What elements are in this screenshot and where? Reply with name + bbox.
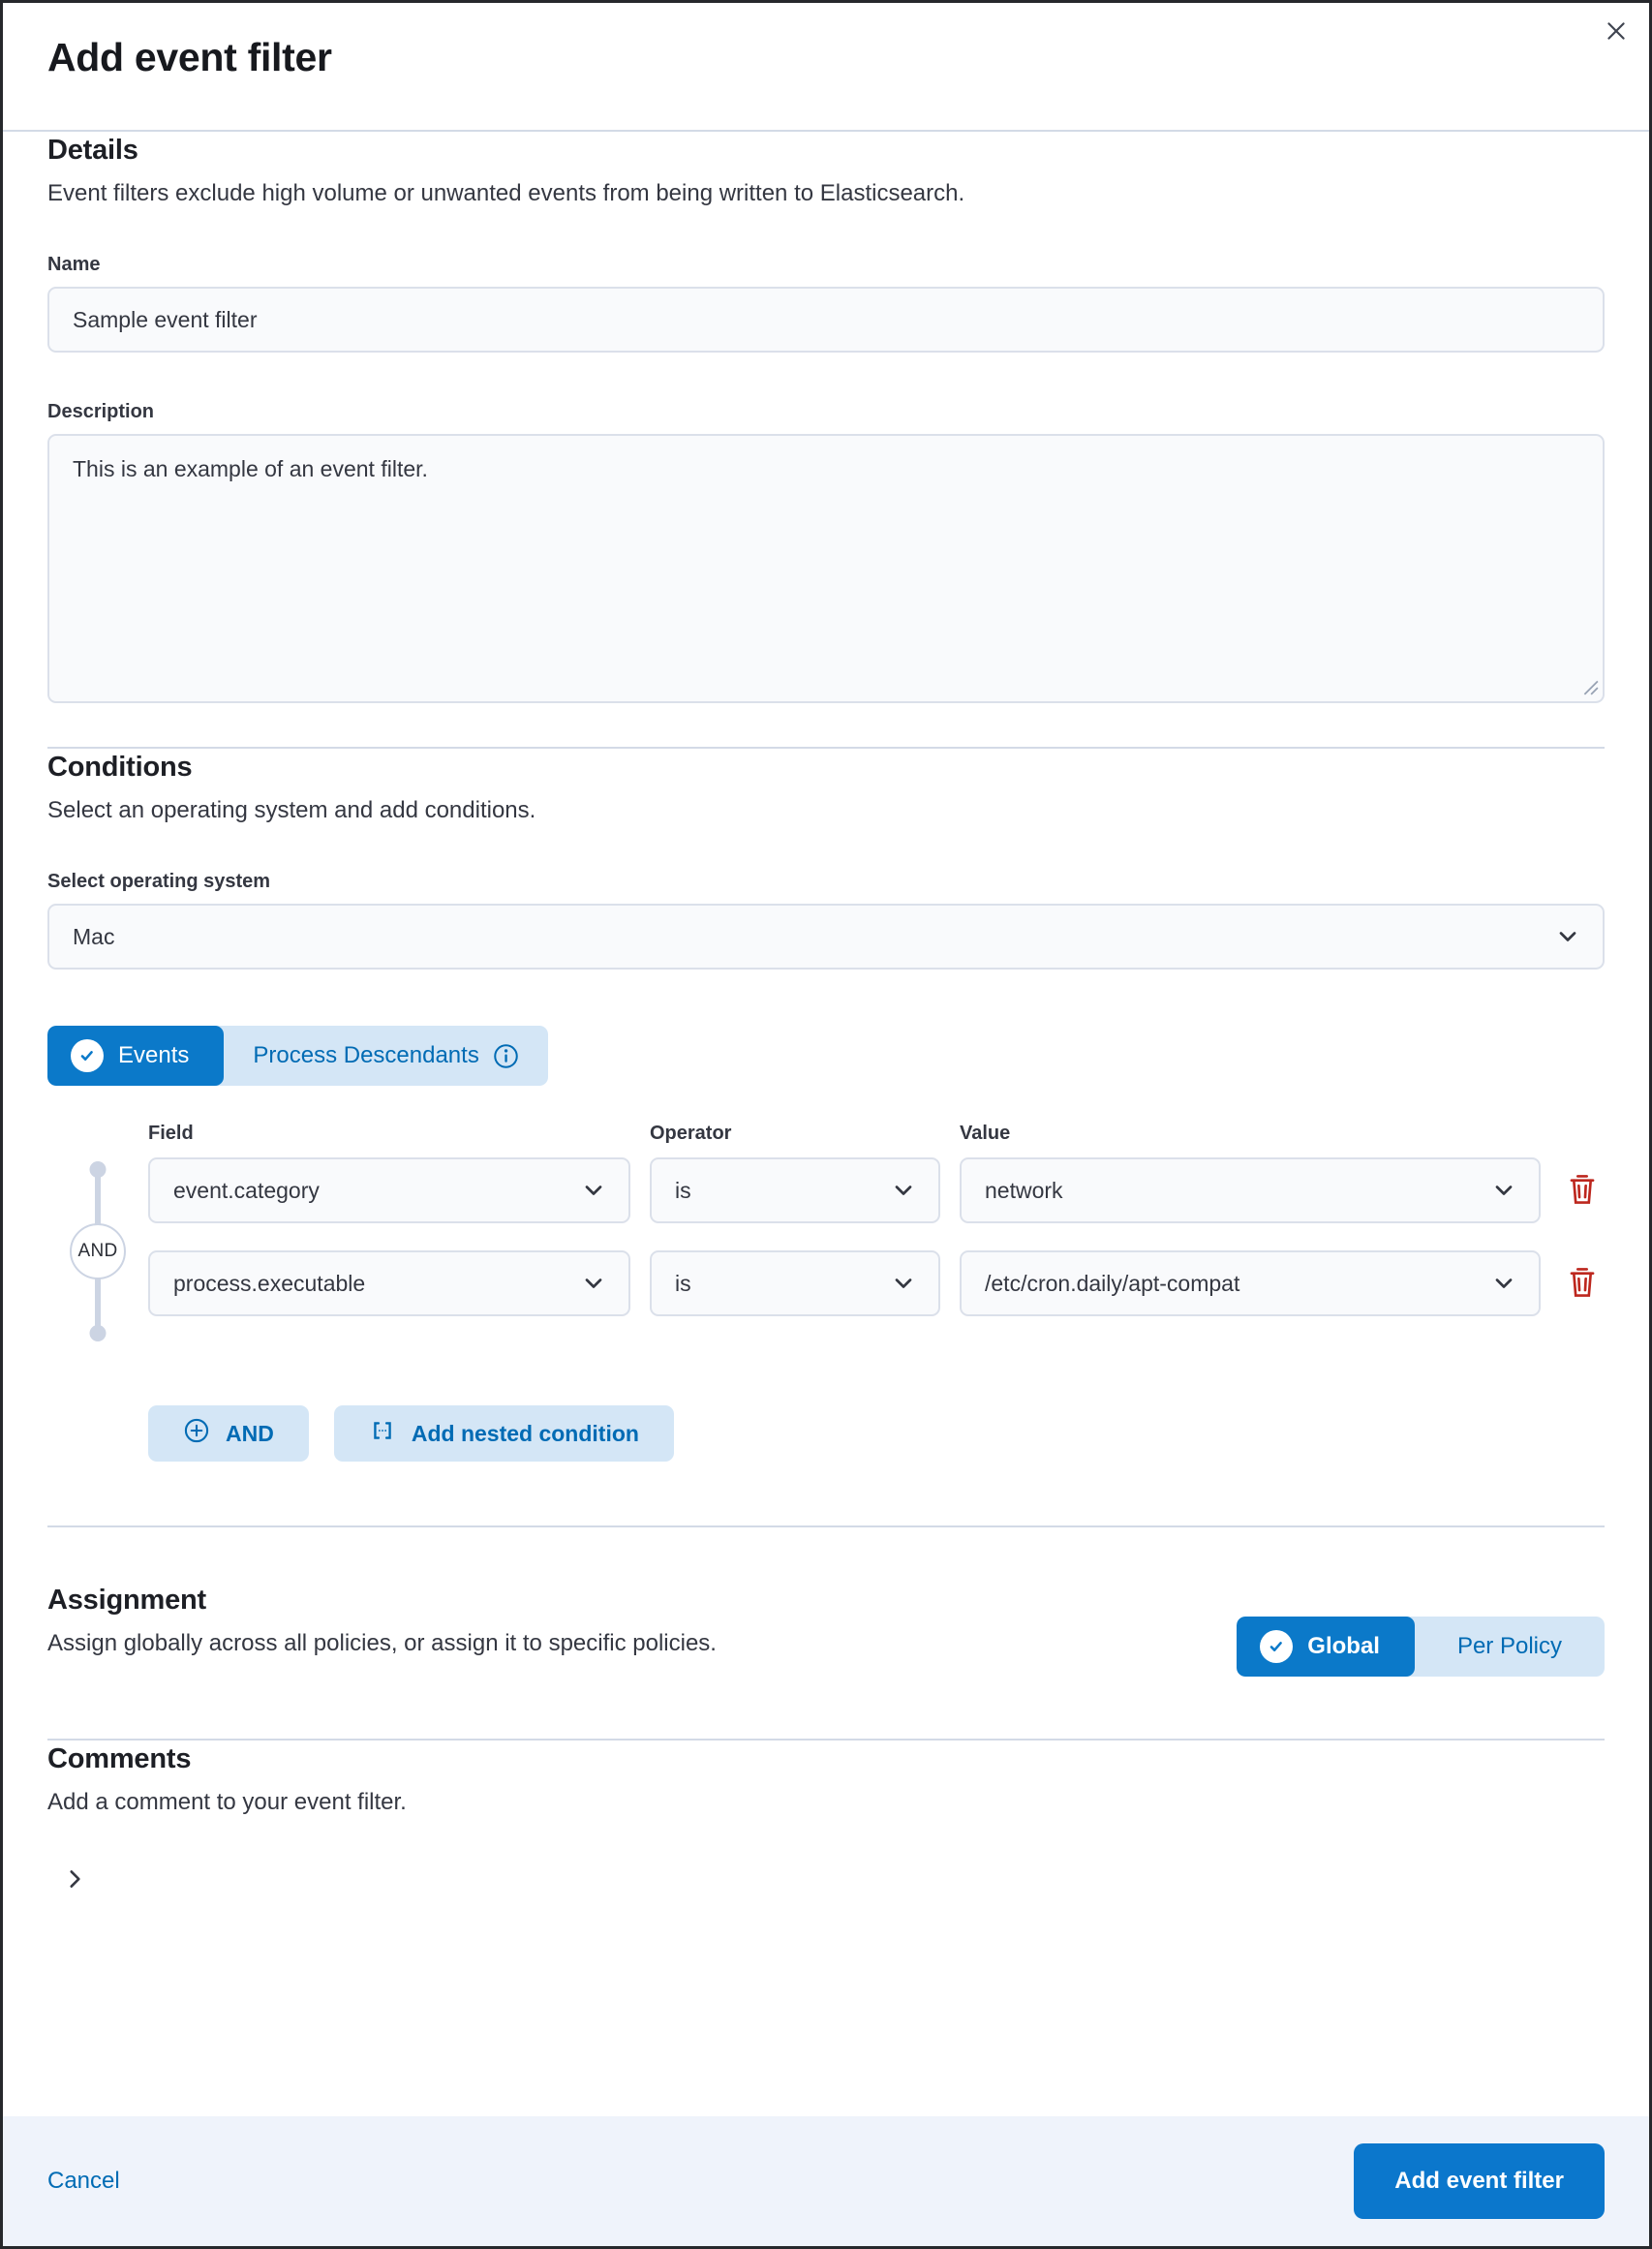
add-and-condition-label: AND — [226, 1420, 274, 1446]
modal-footer — [3, 2116, 1649, 2246]
delete-condition-button[interactable] — [1560, 1168, 1605, 1213]
condition-column-headers — [148, 1121, 1605, 1146]
chevron-down-icon — [580, 1270, 607, 1297]
condition-type-tabs — [47, 1026, 548, 1086]
value-select-value: /etc/cron.daily/apt-compat — [985, 1270, 1240, 1296]
assignment-toggle — [1237, 1617, 1605, 1677]
tab-process-descendants-label: Process Descendants — [253, 1042, 479, 1068]
plus-in-circle-icon — [183, 1417, 210, 1450]
os-select-value: Mac — [73, 923, 115, 949]
info-icon — [493, 1043, 519, 1069]
and-connector-badge: AND — [70, 1223, 126, 1279]
conditions-subtitle: Select an operating system and add conditions. — [47, 797, 536, 823]
field-column-label: Field — [148, 1123, 194, 1144]
page-title: Add event filter — [47, 35, 332, 79]
tab-events[interactable] — [47, 1026, 224, 1086]
condition-row — [148, 1157, 1605, 1223]
value-select[interactable] — [960, 1157, 1541, 1223]
builder-buttons — [148, 1405, 1605, 1462]
check-in-circle-icon — [71, 1039, 104, 1072]
close-button[interactable] — [1593, 9, 1639, 55]
value-column-label: Value — [960, 1123, 1011, 1144]
and-connector — [47, 1121, 148, 1343]
tab-process-descendants[interactable] — [224, 1026, 547, 1086]
comments-heading: Comments — [47, 1743, 192, 1774]
toggle-global[interactable] — [1237, 1617, 1415, 1677]
add-nested-condition-label: Add nested condition — [411, 1420, 639, 1446]
condition-row — [148, 1250, 1605, 1316]
toggle-global-label: Global — [1307, 1633, 1380, 1659]
operator-select[interactable] — [650, 1157, 940, 1223]
chevron-right-icon — [62, 1866, 87, 1895]
comments-expand-button[interactable] — [53, 1859, 96, 1901]
description-label: Description — [47, 401, 155, 422]
details-subtitle: Event filters exclude high volume or unwanted events from being written to Elasticsearch. — [47, 180, 965, 206]
conditions-heading: Conditions — [47, 752, 193, 783]
assignment-subtitle: Assign globally across all policies, or assign it to specific policies. — [47, 1630, 717, 1656]
cancel-button[interactable]: Cancel — [47, 2168, 120, 2194]
chevron-down-icon — [890, 1270, 917, 1297]
trash-icon — [1566, 1173, 1599, 1209]
chevron-down-icon — [580, 1177, 607, 1204]
connector-dot — [90, 1161, 107, 1178]
name-input[interactable] — [47, 287, 1605, 353]
chevron-down-icon — [1554, 923, 1581, 950]
modal-header — [3, 3, 1649, 132]
nested-brackets-icon — [369, 1417, 396, 1450]
value-select-value: network — [985, 1177, 1063, 1203]
condition-builder — [47, 1121, 1605, 1343]
operator-column-label: Operator — [650, 1123, 732, 1144]
comments-subtitle: Add a comment to your event filter. — [47, 1789, 407, 1815]
add-nested-condition-button[interactable] — [334, 1405, 674, 1462]
chevron-down-icon — [890, 1177, 917, 1204]
details-heading: Details — [47, 135, 138, 166]
field-select[interactable] — [148, 1250, 630, 1316]
field-select-value: event.category — [173, 1177, 320, 1203]
os-select[interactable] — [47, 904, 1605, 970]
modal-body — [3, 132, 1649, 2116]
field-select[interactable] — [148, 1157, 630, 1223]
delete-condition-button[interactable] — [1560, 1261, 1605, 1306]
operator-select[interactable] — [650, 1250, 940, 1316]
chevron-down-icon — [1490, 1177, 1517, 1204]
field-select-value: process.executable — [173, 1270, 366, 1296]
assignment-heading: Assignment — [47, 1585, 206, 1616]
toggle-per-policy[interactable] — [1415, 1617, 1605, 1677]
x-icon — [1604, 18, 1629, 46]
connector-dot — [90, 1325, 107, 1341]
tab-events-label: Events — [118, 1042, 190, 1068]
add-and-condition-button[interactable] — [148, 1405, 309, 1462]
description-textarea[interactable] — [47, 434, 1605, 703]
name-label: Name — [47, 254, 101, 275]
assignment-section — [47, 1582, 1605, 1677]
add-event-filter-button[interactable]: Add event filter — [1354, 2143, 1605, 2219]
toggle-per-policy-label: Per Policy — [1456, 1633, 1562, 1659]
os-select-label: Select operating system — [47, 871, 271, 892]
chevron-down-icon — [1490, 1270, 1517, 1297]
divider — [47, 1525, 1605, 1527]
resize-handle-icon[interactable] — [1581, 678, 1599, 695]
operator-select-value: is — [675, 1270, 691, 1296]
trash-icon — [1566, 1266, 1599, 1302]
value-select[interactable] — [960, 1250, 1541, 1316]
check-in-circle-icon — [1260, 1630, 1293, 1663]
operator-select-value: is — [675, 1177, 691, 1203]
